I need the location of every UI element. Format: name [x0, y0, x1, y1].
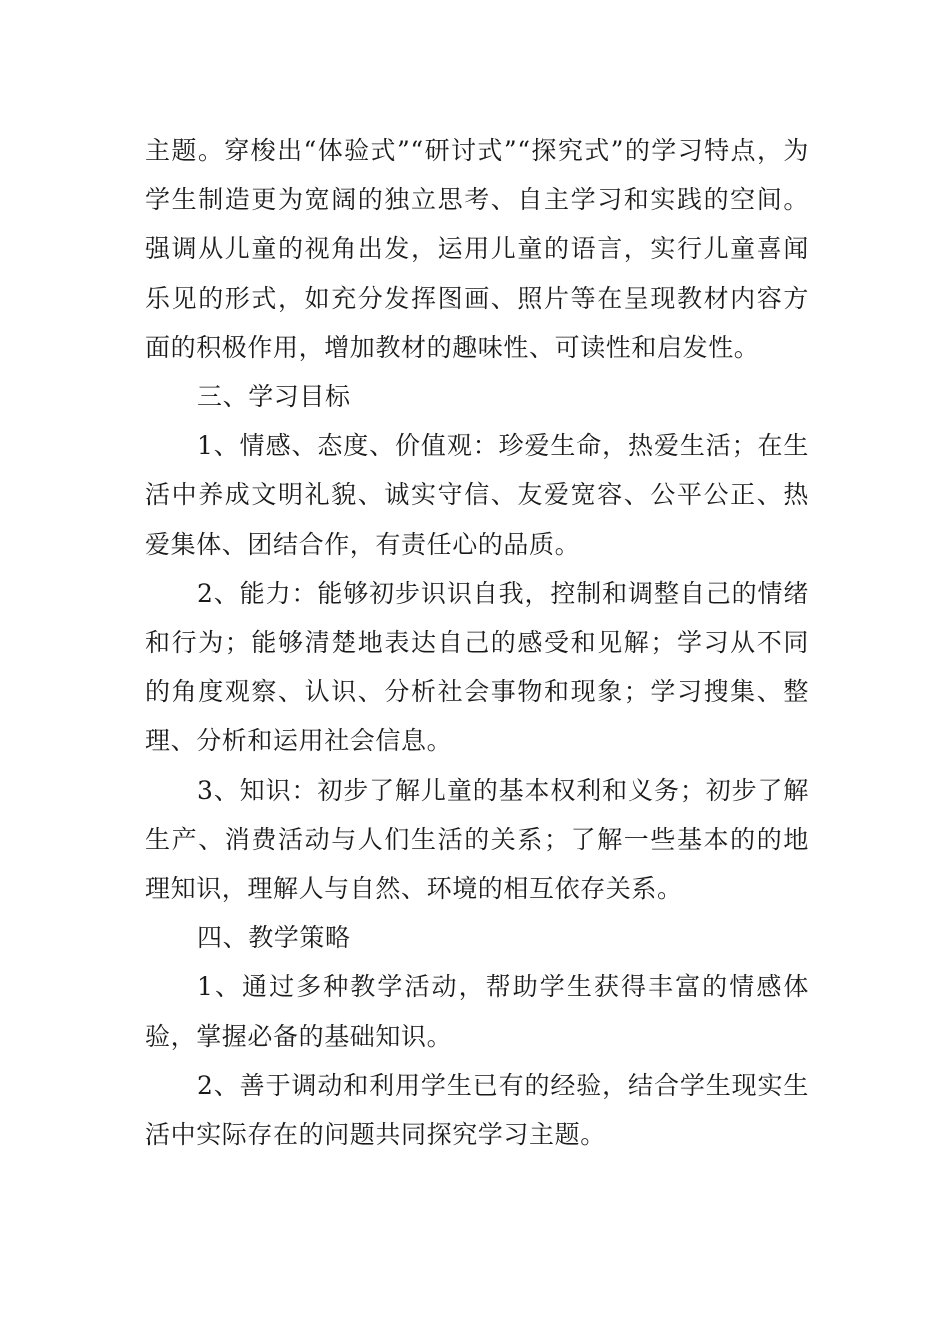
section-heading-teaching-strategy: 四、教学策略 — [197, 923, 351, 953]
document-body — [145, 126, 809, 1159]
paragraph-continuation: 主题。穿梭出“体验式”“研讨式”“探究式”的学习特点，为学生制造更为宽阔的独立思考、自主学习和实践的空间。强调从儿童的视角出发，运用儿童的语言，实行儿童喜闻乐见的形式，如充分发挥图画、照片等在呈现教材内容方面的积极作用，增加教材的趣味性、可读性和启发性。 — [145, 136, 809, 362]
section-heading-learning-goals: 三、学习目标 — [197, 382, 351, 412]
paragraph-strategy-2: 2、善于调动和利用学生已有的经验，结合学生现实生活中实际存在的问题共同探究学习主题。 — [145, 1070, 809, 1150]
paragraph-goal-emotion: 1、情感、态度、价值观：珍爱生命，热爱生活；在生活中养成文明礼貌、诚实守信、友爱宽容、公平公正、热爱集体、团结合作，有责任心的品质。 — [145, 431, 809, 559]
paragraph-goal-ability: 2、能力：能够初步识识自我，控制和调整自己的情绪和行为；能够清楚地表达自己的感受和见解；学习从不同的角度观察、认识、分析社会事物和现象；学习搜集、整理、分析和运用社会信息。 — [145, 578, 809, 756]
paragraph-strategy-1: 1、通过多种教学活动，帮助学生获得丰富的情感体验，掌握必备的基础知识。 — [145, 972, 809, 1051]
paragraph-goal-knowledge: 3、知识：初步了解儿童的基本权利和义务；初步了解生产、消费活动与人们生活的关系；了解一些基本的的地理知识，理解人与自然、环境的相互依存关系。 — [145, 775, 809, 904]
